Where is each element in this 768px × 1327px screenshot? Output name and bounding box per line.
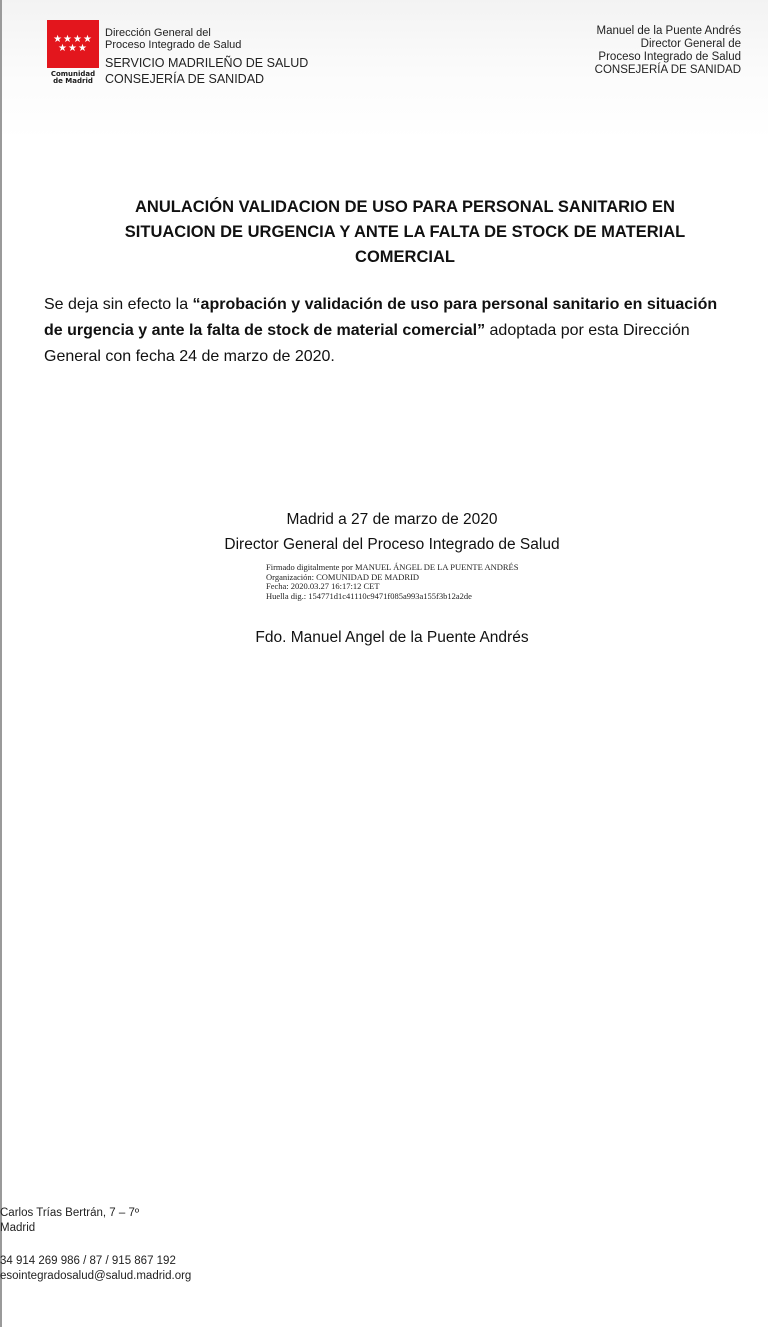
footer-phone: 34 914 269 986 / 87 / 915 867 192 — [0, 1255, 176, 1267]
digisig-line-2: Organización: COMUNIDAD DE MADRID — [266, 571, 420, 582]
document-title — [60, 195, 750, 270]
page-edge — [0, 0, 2, 1327]
body-quoted-text: “aprobación y validación de uso para personal sanitario en situación de urgencia y ante la falta de stock de material comercial” — [44, 296, 718, 339]
footer-email: esointegradosalud@salud.madrid.org — [0, 1270, 192, 1282]
signer-line-2: Director General de — [640, 38, 741, 50]
footer-address-2: Madrid — [0, 1222, 36, 1234]
footer-contact — [0, 1206, 191, 1284]
signer-line-4: CONSEJERÍA DE SANIDAD — [594, 64, 741, 76]
signer-line-3: Proceso Integrado de Salud — [598, 51, 741, 63]
signer-header — [595, 25, 741, 77]
signed-by: Fdo. Manuel Angel de la Puente Andrés — [255, 629, 529, 646]
footer-address-1: Carlos Trías Bertrán, 7 – 7º — [0, 1207, 140, 1219]
body-rest: adoptada por esta Dirección General con fecha 24 de marzo de 2020. — [44, 322, 690, 365]
digital-signature-stamp — [266, 563, 518, 601]
body-paragraph — [44, 292, 734, 370]
org-line-2: Proceso Integrado de Salud — [105, 39, 242, 51]
digisig-line-4: Huella dig.: 154771d1c41110c9471f085a993a155f3b12a2de — [266, 590, 472, 601]
signer-line-1: Manuel de la Puente Andrés — [596, 25, 741, 37]
digisig-line-3: Fecha: 2020.03.27 16:17:12 CET — [266, 581, 380, 591]
org-line-4: CONSEJERÍA DE SANIDAD — [105, 72, 265, 86]
logo-label-line-1: Comunidad — [50, 70, 96, 78]
title-line-1: ANULACIÓN VALIDACION DE USO PARA PERSONAL SANITARIO EN — [135, 198, 675, 216]
title-line-3: COMERCIAL — [355, 248, 455, 266]
place-date: Madrid a 27 de marzo de 2020 — [286, 511, 498, 528]
logo-stars-top: ★★★★ — [53, 34, 93, 45]
body-intro: Se deja sin efecto la — [44, 296, 193, 313]
digisig-line-1: Firmado digitalmente por MANUEL ÁNGEL DE LA PUENTE ANDRÉS — [266, 562, 519, 572]
logo-community-label — [47, 71, 99, 85]
logo-stars-bottom: ★★★ — [58, 43, 88, 54]
title-line-2: SITUACION DE URGENCIA Y ANTE LA FALTA DE STOCK DE MATERIAL — [124, 223, 686, 241]
signer-role: Director General del Proceso Integrado de Salud — [224, 536, 560, 553]
closing-block — [0, 507, 768, 557]
org-line-3: SERVICIO MADRILEÑO DE SALUD — [105, 56, 309, 70]
org-line-1: Dirección General del — [105, 27, 211, 39]
issuing-organization — [105, 27, 308, 87]
madrid-flag-icon — [47, 20, 99, 68]
logo-label-line-2: de Madrid — [53, 77, 93, 85]
comunidad-de-madrid-logo — [47, 20, 99, 90]
